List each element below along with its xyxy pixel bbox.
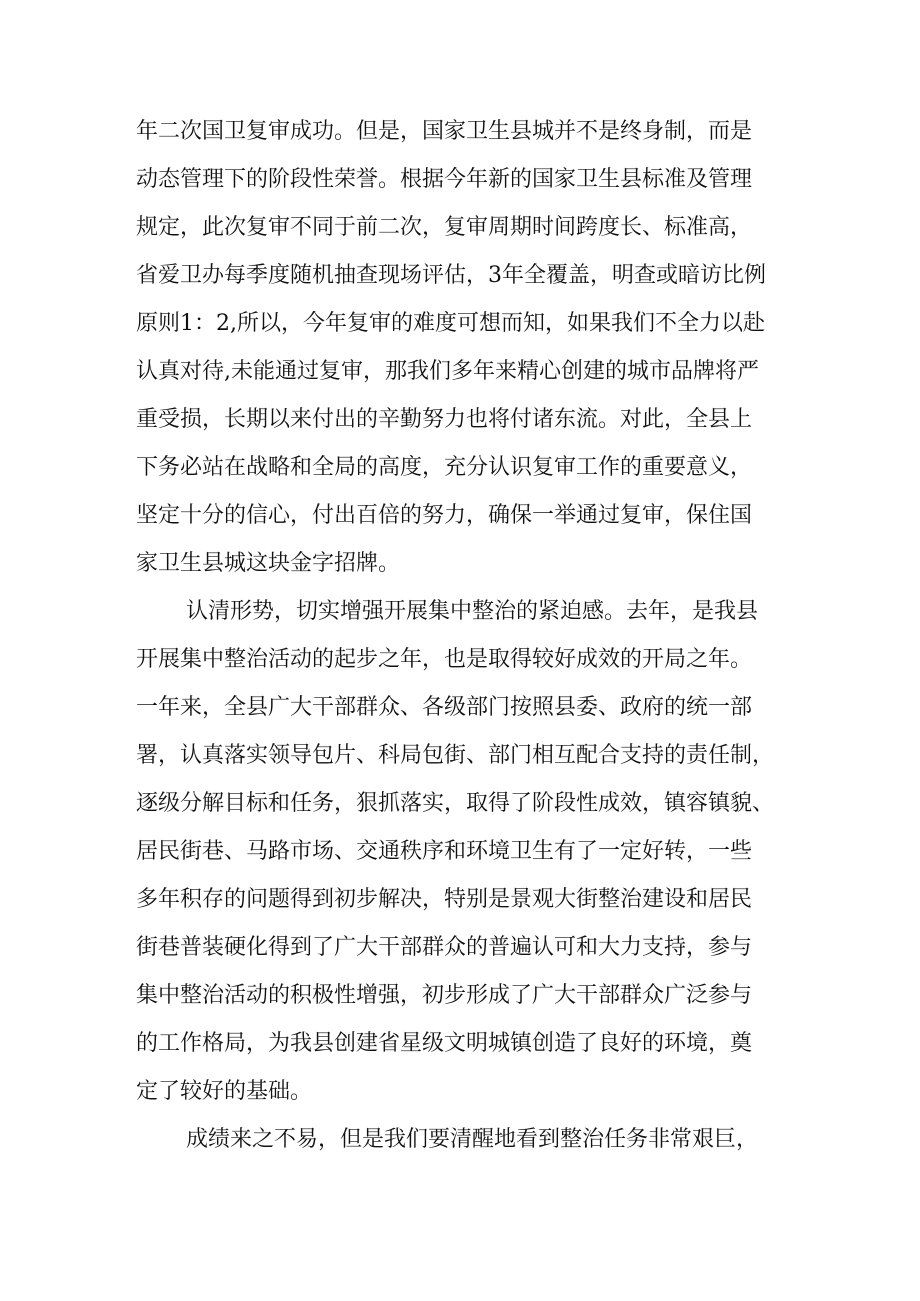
text-line: 多年积存的问题得到初步解决，特别是景观大街整治建设和居民 — [136, 887, 753, 912]
text-line: 重受损，长期以来付出的辛勤努力也将付诸东流。对此，全县上 — [136, 407, 753, 432]
text-line: 一年来，全县广大干部群众、各级部门按照县委、政府的统一部 — [136, 695, 753, 720]
text-line: 规定，此次复审不同于前二次，复审周期时间跨度长、标准高， — [136, 215, 753, 240]
text-line: 的工作格局，为我县创建省星级文明城镇创造了良好的环境，奠 — [136, 1031, 753, 1056]
text-line: 动态管理下的阶段性荣誉。根据今年新的国家卫生县标准及管理 — [136, 167, 753, 192]
text-line: 年二次国卫复审成功。但是，国家卫生县城并不是终身制，而是 — [136, 119, 753, 144]
text-line: 家卫生县城这块金字招牌。 — [136, 551, 401, 576]
text-line: 街巷普装硬化得到了广大干部群众的普遍认可和大力支持，参与 — [136, 935, 753, 960]
text-line: 逐级分解目标和任务，狠抓落实，取得了阶段性成效，镇容镇貌、 — [136, 791, 775, 816]
text-line: 署，认真落实领导包片、科局包街、部门相互配合支持的责任制， — [136, 743, 775, 768]
text-line: 下务必站在战略和全局的高度，充分认识复审工作的重要意义， — [136, 455, 753, 480]
text-line: 认清形势，切实增强开展集中整治的紧迫感。去年，是我县 — [186, 599, 759, 624]
text-line: 省爱卫办每季度随机抽查现场评估，3年全覆盖，明查或暗访比例 — [136, 263, 766, 288]
text-line: 定了较好的基础。 — [136, 1079, 313, 1104]
text-line: 开展集中整治活动的起步之年，也是取得较好成效的开局之年。 — [136, 647, 753, 672]
text-line: 成绩来之不易，但是我们要清醒地看到整治任务非常艰巨， — [186, 1127, 759, 1152]
text-line: 认真对待,未能通过复审，那我们多年来精心创建的城市品牌将严 — [136, 359, 759, 384]
text-line: 坚定十分的信心，付出百倍的努力，确保一举通过复审，保住国 — [136, 503, 753, 528]
text-line: 居民街巷、马路市场、交通秩序和环境卫生有了一定好转，一些 — [136, 839, 753, 864]
text-line: 集中整治活动的积极性增强，初步形成了广大干部群众广泛参与 — [136, 983, 753, 1008]
text-line: 原则1：2,所以，今年复审的难度可想而知，如果我们不全力以赴 — [136, 311, 765, 336]
